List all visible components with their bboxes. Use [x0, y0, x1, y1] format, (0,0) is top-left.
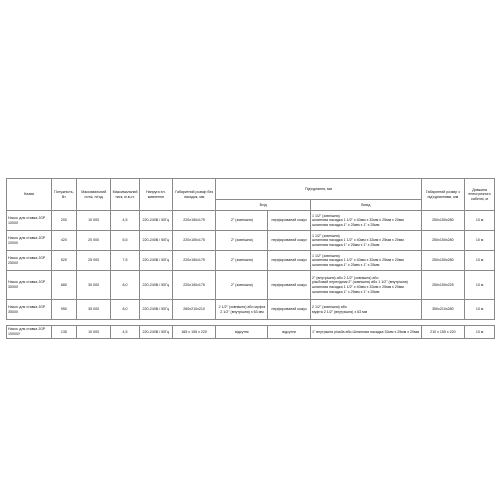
cell-inlet: відсутнє [216, 326, 268, 339]
cell-max-pressure: 4,5 [111, 211, 140, 231]
cell-cable: 10 м [465, 300, 495, 320]
cell-outlet [310, 271, 421, 300]
cell-max-flow: 25 000 [77, 251, 111, 271]
outlet-line: шлангова насадка 1 1/2" х 40мм х 32мм х 25мм х 20мм [311, 258, 404, 263]
cell-power: 520 [51, 251, 77, 271]
outlet-line: 2" (внутрішня) або 2 1/2" (зовнішня) або [311, 275, 379, 280]
header-name: Назва [7, 179, 52, 211]
table-row [7, 326, 495, 339]
header-connections: Під'єднання, мм [216, 179, 421, 200]
outlet-line: шлангова насадка 1 1/2" х 40мм х 32мм х 25мм х 20мм [311, 238, 404, 243]
cell-name: Насос для ставка JGP 20000 [7, 231, 52, 251]
table-row [7, 251, 495, 271]
cell-name: Насос для ставка JGP 35000 [7, 300, 52, 320]
cell-max-pressure: 7,5 [111, 251, 140, 271]
header-max-flow: Максимальний потік, л/год [77, 179, 111, 211]
cell-voltage: 220-240В / 50Гц [139, 231, 172, 251]
cell-max-flow: 30 000 [77, 271, 111, 300]
cell-outlet [310, 231, 421, 251]
cell-inlet: 2 1/2" (зовнішня) або муфта 2 1/2" (внутрішня) х 63 мм [216, 300, 268, 320]
cell-cable: 10 м [465, 251, 495, 271]
cell-voltage: 220-240В / 50Гц [139, 271, 172, 300]
outlet-line: 1 1/2" (зовнішня) [311, 233, 340, 238]
outlet-line: 2 1/2" (зовнішня) або [311, 304, 347, 309]
outlet-line: муфта 2 1/2" (внутрішня) х 63 мм [311, 309, 368, 314]
cell-dim-with-connectors: 250х150х280 [421, 251, 465, 271]
cell-dimensions: 260х210х210 [172, 300, 216, 320]
pump-spec-table [6, 178, 495, 339]
cell-max-flow: 20 000 [77, 231, 111, 251]
outlet-line: 1 1/2" (зовнішня) [311, 253, 340, 258]
cell-name: Насос для ставка JGP 30000 [7, 271, 52, 300]
header-voltage: Напруга ел. живлення [139, 179, 172, 211]
table-body [7, 211, 495, 339]
cell-max-pressure: 8,0 [111, 300, 140, 320]
cell-voltage: 220-240В / 50Гц [139, 326, 172, 339]
cell-max-flow: 35 000 [77, 300, 111, 320]
outlet-line: шлангова насадка 1 1/2" х 40мм х 32мм х 25мм х 20мм [311, 285, 404, 289]
cell-outlet [310, 300, 421, 320]
cell-dimensions: 220х150х175 [172, 211, 216, 231]
outlet-line: різьбовий перехідник 2" (зовнішня) або 1 1/2" (внутрішня) [311, 280, 408, 285]
cell-inlet: 2" (зовнішня) [216, 271, 268, 300]
cell-outlet [310, 326, 421, 339]
cell-inlet: 2" (зовнішня) [216, 231, 268, 251]
cell-power: 680 [51, 271, 77, 300]
cell-max-pressure: 8,0 [111, 271, 140, 300]
table-row [7, 231, 495, 251]
outlet-line: 1 1/2" (зовнішня) [311, 213, 340, 218]
cell-max-flow: 10 000 [77, 211, 111, 231]
outlet-line: шлангова насадка 1" х 25мм х 1" х 25мм [311, 222, 380, 227]
cell-outlet [310, 251, 421, 271]
cell-dimensions: 220х150х175 [172, 271, 216, 300]
spec-table-container [6, 178, 495, 339]
cell-name: Насос для ставка JGP 10000 [7, 211, 52, 231]
cell-inlet: 2" (зовнішня) [216, 251, 268, 271]
cell-power: 135 [51, 326, 77, 339]
cell-voltage: 220-240В / 50Гц [139, 251, 172, 271]
table-row [7, 211, 495, 231]
outlet-line: шлангова насадка 1" х 25мм х 1" х 25мм [311, 242, 380, 247]
header-dim-with-connectors: Габаритний розмір з під'єднаннями, мм [421, 179, 465, 211]
cell-dimensions: 165 х 155 х 220 [172, 326, 216, 339]
cell-name: Насос для ставка JGP 10000У [7, 326, 52, 339]
outlet-line: шлангова насадка 1" х 25мм х 1" х 25мм [311, 262, 380, 267]
header-inlet: Вхід [216, 200, 311, 211]
cell-inlet-housing: перфорований кожух [268, 300, 311, 320]
cell-inlet-housing: перфорований кожух [268, 251, 311, 271]
outlet-line: шлангова насадка 1 1/2" х 40мм х 32мм х 25мм х 20мм [311, 218, 404, 223]
cell-dim-with-connectors: 250х150х280 [421, 211, 465, 231]
cell-cable: 10 м [465, 231, 495, 251]
header-outlet: Вихід [310, 200, 421, 211]
cell-inlet: 2" (зовнішня) [216, 211, 268, 231]
table-row [7, 300, 495, 320]
header-dimensions: Габаритний розмір без насадок, мм [172, 179, 216, 211]
cell-inlet-housing: перфорований кожух [268, 231, 311, 251]
cell-voltage: 220-240В / 50Гц [139, 300, 172, 320]
cell-voltage: 220-240В / 50Гц [139, 211, 172, 231]
outlet-line: 1" внутрішня різьба або Шлангова насадка 32мм х 25мм х 20мм [311, 329, 419, 334]
cell-dimensions: 220х150х175 [172, 231, 216, 251]
cell-inlet-housing: перфорований кожух [268, 271, 311, 300]
outlet-line: шлангова насадка 1" х 25мм х 1" х 25мм [311, 289, 380, 294]
cell-name: Насос для ставка JGP 25000 [7, 251, 52, 271]
cell-cable: 10 м [465, 211, 495, 231]
header-power: Потужність, Вт [51, 179, 77, 211]
cell-max-flow: 10 000 [77, 326, 111, 339]
cell-outlet [310, 211, 421, 231]
cell-dim-with-connectors: 350х210х280 [421, 300, 465, 320]
header-max-pressure: Максимальний тиск, м.в.ст. [111, 179, 140, 211]
cell-power: 200 [51, 211, 77, 231]
table-header [7, 179, 495, 211]
header-cable: Довжина електричного кабелю, м [465, 179, 495, 211]
cell-dim-with-connectors: 250х150х225 [421, 271, 465, 300]
cell-max-pressure: 6,5 [111, 231, 140, 251]
cell-dim-with-connectors: 250х150х280 [421, 231, 465, 251]
cell-inlet-housing: перфорований кожух [268, 211, 311, 231]
cell-dimensions: 220х150х175 [172, 251, 216, 271]
cell-cable: 10 м [465, 271, 495, 300]
cell-dim-with-connectors: 210 х 155 х 220 [421, 326, 465, 339]
cell-inlet-housing: відсутнє [268, 326, 311, 339]
cell-cable: 10 м [465, 326, 495, 339]
cell-power: 420 [51, 231, 77, 251]
cell-max-pressure: 4,5 [111, 326, 140, 339]
table-row [7, 271, 495, 300]
cell-power: 950 [51, 300, 77, 320]
